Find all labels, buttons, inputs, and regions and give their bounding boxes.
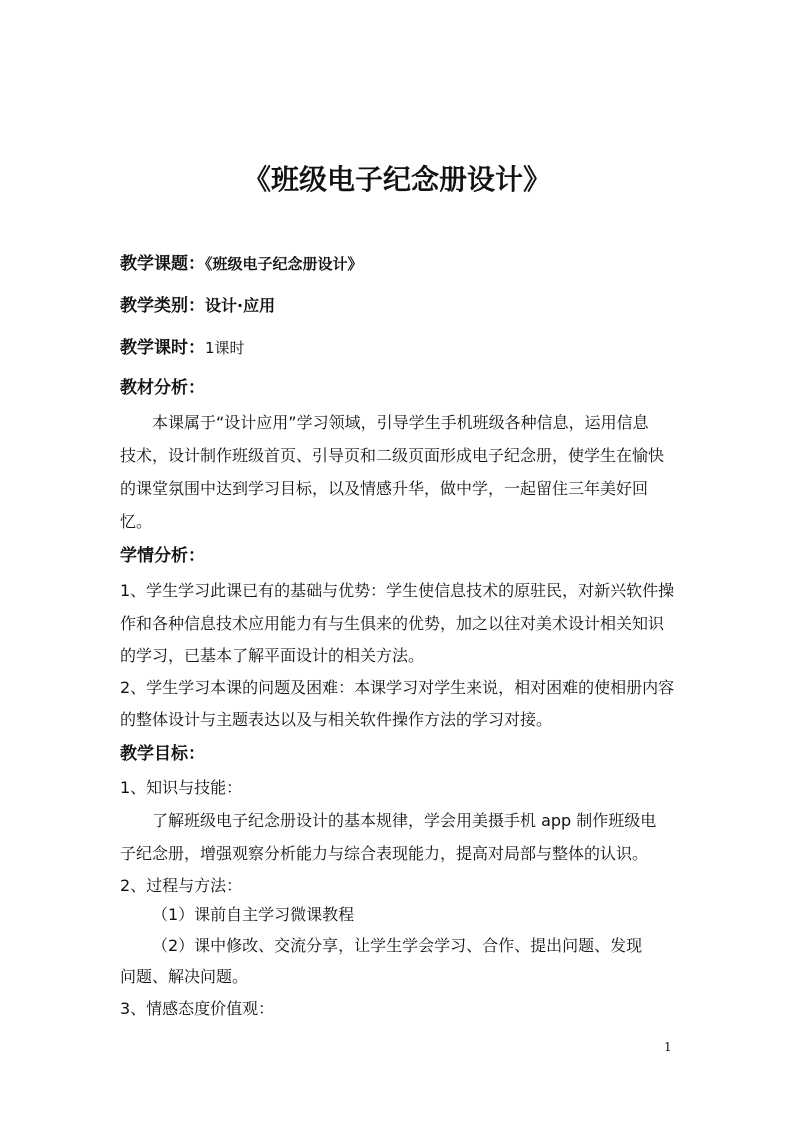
- material-analysis-heading: 教材分析：: [120, 378, 205, 398]
- objective-line: 子纪念册，增强观察分析能力与综合表现能力，提高对局部与整体的认识。: [120, 844, 649, 863]
- hours-row: [120, 337, 245, 359]
- material-line: 本课属于“设计应用”学习领域，引导学生手机班级各种信息，运用信息: [152, 413, 649, 432]
- objective-line: 了解班级电子纪念册设计的基本规律，学会用美摄手机 app 制作班级电: [152, 811, 657, 830]
- objective-line: （2）课中修改、交流分享，让学生学会学习、合作、提出问题、发现: [152, 936, 643, 955]
- topic-label: 教学课题：: [120, 254, 205, 274]
- student-line: 的学习，已基本了解平面设计的相关方法。: [120, 646, 425, 665]
- material-line: 忆。: [120, 512, 153, 531]
- objective-line: 问题、解决问题。: [120, 967, 249, 986]
- topic-value: 《班级电子纪念册设计》: [205, 255, 363, 273]
- student-analysis-heading: 学情分析：: [120, 546, 205, 566]
- objective-line: 1、知识与技能：: [120, 778, 243, 797]
- material-line: 的课堂氛围中达到学习目标，以及情感升华，做中学，一起留住三年美好回: [120, 479, 649, 498]
- page-number: 1: [664, 1040, 672, 1054]
- student-line: 的整体设计与主题表达以及与相关软件操作方法的学习对接。: [120, 710, 553, 729]
- student-line: 2、学生学习本课的问题及困难：本课学习对学生来说，相对困难的使相册内容: [120, 678, 675, 697]
- objective-line: 3、情感态度价值观：: [120, 999, 275, 1018]
- category-row: [120, 295, 275, 317]
- hours-label: 教学课时：: [120, 338, 205, 358]
- topic-row: [120, 253, 363, 275]
- objective-line: （1）课前自主学习微课教程: [152, 905, 355, 924]
- category-label: 教学类别：: [120, 296, 205, 316]
- category-value: 设计·应用: [205, 296, 276, 315]
- objectives-heading: 教学目标：: [120, 744, 205, 764]
- hours-value: 1课时: [205, 339, 245, 357]
- objective-line: 2、过程与方法：: [120, 876, 243, 895]
- student-line: 1、学生学习此课已有的基础与优势：学生使信息技术的原驻民，对新兴软件操: [120, 581, 675, 600]
- page-title: 《班级电子纪念册设计》: [242, 163, 551, 196]
- material-line: 技术，设计制作班级首页、引导页和二级页面形成电子纪念册，使学生在愉快: [120, 446, 665, 465]
- student-line: 作和各种信息技术应用能力有与生俱来的优势，加之以往对美术设计相关知识: [120, 614, 665, 633]
